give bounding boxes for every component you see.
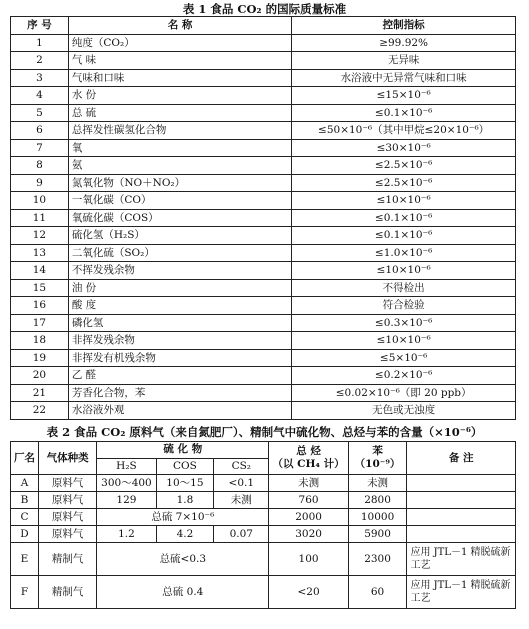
control-limit: ≤2.5×10⁻⁶ [292, 174, 516, 192]
note-text [407, 492, 516, 509]
total-hc-value: 3020 [269, 526, 348, 543]
gas-type: 精制气 [39, 576, 97, 609]
table-row [11, 297, 516, 315]
row-number: 3 [11, 69, 69, 87]
total-hc-value: 2000 [269, 509, 348, 526]
item-name: 水 份 [68, 87, 291, 105]
header-cos: COS [156, 458, 213, 475]
plant-id: C [11, 509, 39, 526]
table2-body [11, 475, 516, 609]
control-limit: ≤0.2×10⁻⁶ [292, 367, 516, 385]
row-number: 7 [11, 139, 69, 157]
header-note: 备 注 [407, 442, 516, 475]
gas-type: 原料气 [39, 526, 97, 543]
gas-type: 原料气 [39, 492, 97, 509]
table1-international-co2-standard [10, 16, 516, 420]
table-row [11, 314, 516, 332]
item-name: 水浴液外观 [68, 402, 291, 420]
table-row [11, 34, 516, 52]
header-benzene-unit: （10⁻⁹） [354, 458, 401, 470]
table-row [11, 384, 516, 402]
item-name: 氧 [68, 139, 291, 157]
table-row [11, 69, 516, 87]
benzene-value: 未测 [348, 475, 407, 492]
table-row [11, 402, 516, 420]
header-h2s: H₂S [97, 458, 157, 475]
item-name: 总挥发性碳氢化合物 [68, 122, 291, 140]
gas-type: 精制气 [39, 543, 97, 576]
table-row [11, 349, 516, 367]
control-limit: ≤15×10⁻⁶ [292, 87, 516, 105]
row-number: 5 [11, 104, 69, 122]
item-name: 不挥发残余物 [68, 262, 291, 280]
control-limit: ≤0.3×10⁻⁶ [292, 314, 516, 332]
control-limit: 无异味 [292, 52, 516, 70]
control-limit: 不得检出 [292, 279, 516, 297]
table-row [11, 262, 516, 280]
item-name: 气 味 [68, 52, 291, 70]
item-name: 酸 度 [68, 297, 291, 315]
row-number: 8 [11, 157, 69, 175]
total-hc-value: 760 [269, 492, 348, 509]
item-name: 一氧化碳（CO） [68, 192, 291, 210]
row-number: 13 [11, 244, 69, 262]
header-benzene [348, 442, 407, 475]
table-row [11, 509, 516, 526]
gas-type: 原料气 [39, 475, 97, 492]
table-row [11, 139, 516, 157]
header-total-hc [269, 442, 348, 475]
table1-body [11, 34, 516, 419]
table-row [11, 279, 516, 297]
item-name: 非挥发有机残余物 [68, 349, 291, 367]
total-hc-value: 未测 [269, 475, 348, 492]
row-number: 16 [11, 297, 69, 315]
item-name: 二氧化硫（SO₂） [68, 244, 291, 262]
benzene-value: 10000 [348, 509, 407, 526]
control-limit: ≤0.1×10⁻⁶ [292, 227, 516, 245]
control-limit: ≤0.1×10⁻⁶ [292, 104, 516, 122]
benzene-value: 2800 [348, 492, 407, 509]
note-text [407, 526, 516, 543]
table1-header-row [11, 17, 516, 35]
item-name: 非挥发残余物 [68, 332, 291, 350]
plant-id: B [11, 492, 39, 509]
header-gas-type: 气体种类 [39, 442, 97, 475]
table-row [11, 526, 516, 543]
control-limit: ≤10×10⁻⁶ [292, 192, 516, 210]
benzene-value: 2300 [348, 543, 407, 576]
plant-id: E [11, 543, 39, 576]
row-number: 20 [11, 367, 69, 385]
row-number: 21 [11, 384, 69, 402]
header-total-hc-unit: （以 CH₄ 计） [272, 458, 345, 470]
control-limit: ≤5×10⁻⁶ [292, 349, 516, 367]
header-limit: 控制指标 [292, 17, 516, 35]
row-number: 11 [11, 209, 69, 227]
table-row [11, 209, 516, 227]
header-no: 序 号 [11, 17, 69, 35]
sulfur-total: 总硫<0.3 [97, 543, 269, 576]
item-name: 氮氧化物（NO＋NO₂） [68, 174, 291, 192]
row-number: 14 [11, 262, 69, 280]
table-row [11, 576, 516, 609]
cs2-value: 未测 [214, 492, 269, 509]
row-number: 18 [11, 332, 69, 350]
table-row [11, 475, 516, 492]
row-number: 17 [11, 314, 69, 332]
item-name: 磷化氢 [68, 314, 291, 332]
table-row [11, 543, 516, 576]
item-name: 氨 [68, 157, 291, 175]
header-benzene-label: 苯 [372, 445, 383, 457]
table-row [11, 244, 516, 262]
sulfur-total: 总硫 7×10⁻⁶ [97, 509, 269, 526]
control-limit: ≤1.0×10⁻⁶ [292, 244, 516, 262]
header-plant: 厂名 [11, 442, 39, 475]
h2s-value: 129 [97, 492, 157, 509]
item-name: 气味和口味 [68, 69, 291, 87]
row-number: 10 [11, 192, 69, 210]
item-name: 总 硫 [68, 104, 291, 122]
table-row [11, 367, 516, 385]
control-limit: ≤0.02×10⁻⁶（即 20 ppb） [292, 384, 516, 402]
control-limit: 符合检验 [292, 297, 516, 315]
cos-value: 4.2 [156, 526, 213, 543]
plant-id: F [11, 576, 39, 609]
row-number: 15 [11, 279, 69, 297]
h2s-value: 1.2 [97, 526, 157, 543]
control-limit: ≤30×10⁻⁶ [292, 139, 516, 157]
table1-caption: 表 1 食品 CO₂ 的国际质量标准 [182, 2, 347, 16]
row-number: 2 [11, 52, 69, 70]
row-number: 22 [11, 402, 69, 420]
header-name: 名 称 [68, 17, 291, 35]
cos-value: 1.8 [156, 492, 213, 509]
item-name: 纯度（CO₂） [68, 34, 291, 52]
header-cs2: CS₂ [214, 458, 269, 475]
item-name: 硫化氢（H₂S） [68, 227, 291, 245]
h2s-value: 300～400 [97, 475, 157, 492]
total-hc-value: <20 [269, 576, 348, 609]
cos-value: 10～15 [156, 475, 213, 492]
cs2-value: <0.1 [214, 475, 269, 492]
control-limit: ≤2.5×10⁻⁶ [292, 157, 516, 175]
row-number: 4 [11, 87, 69, 105]
header-total-hc-label: 总 烃 [296, 445, 321, 457]
table2-header-row [11, 442, 516, 459]
table2-caption: 表 2 食品 CO₂ 原料气（来自氮肥厂）、精制气中硫化物、总烃与苯的含量（×10⁻⁶） [46, 425, 483, 439]
row-number: 12 [11, 227, 69, 245]
table-row [11, 332, 516, 350]
control-limit: 水浴液中无异常气味和口味 [292, 69, 516, 87]
control-limit: ≤10×10⁻⁶ [292, 262, 516, 280]
gas-type: 原料气 [39, 509, 97, 526]
table-row [11, 492, 516, 509]
note-text: 应用 JTL－1 精脱硫新工艺 [407, 576, 516, 609]
total-hc-value: 100 [269, 543, 348, 576]
table-row [11, 174, 516, 192]
table-row [11, 52, 516, 70]
control-limit: 无色或无浊度 [292, 402, 516, 420]
item-name: 芳香化合物，苯 [68, 384, 291, 402]
control-limit: ≤50×10⁻⁶（其中甲烷≤20×10⁻⁶） [292, 122, 516, 140]
row-number: 6 [11, 122, 69, 140]
control-limit: ≤0.1×10⁻⁶ [292, 209, 516, 227]
table-row [11, 227, 516, 245]
note-text [407, 509, 516, 526]
cs2-value: 0.07 [214, 526, 269, 543]
table2-raw-gas-content [10, 441, 516, 609]
table-row [11, 192, 516, 210]
benzene-value: 60 [348, 576, 407, 609]
plant-id: D [11, 526, 39, 543]
note-text: 应用 JTL－1 精脱硫新工艺 [407, 543, 516, 576]
row-number: 9 [11, 174, 69, 192]
table-row [11, 87, 516, 105]
note-text [407, 475, 516, 492]
item-name: 乙 醛 [68, 367, 291, 385]
item-name: 氧硫化碳（COS） [68, 209, 291, 227]
table-row [11, 104, 516, 122]
table-row [11, 157, 516, 175]
row-number: 19 [11, 349, 69, 367]
plant-id: A [11, 475, 39, 492]
item-name: 油 份 [68, 279, 291, 297]
row-number: 1 [11, 34, 69, 52]
benzene-value: 5900 [348, 526, 407, 543]
control-limit: ≥99.92% [292, 34, 516, 52]
sulfur-total: 总硫 0.4 [97, 576, 269, 609]
control-limit: ≤10×10⁻⁶ [292, 332, 516, 350]
table-row [11, 122, 516, 140]
header-sulfur: 硫 化 物 [97, 442, 269, 459]
